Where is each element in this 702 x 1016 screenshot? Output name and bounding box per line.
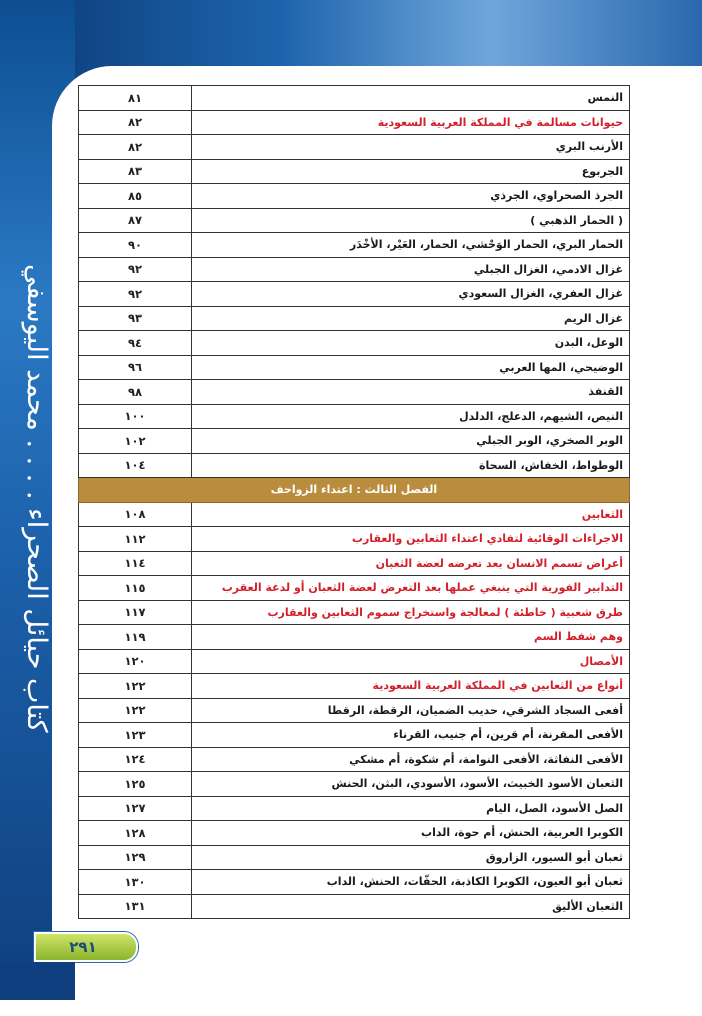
- entry-page-number: ١٢٤: [79, 747, 192, 772]
- entry-title: حيوانات مسالمة في المملكة العربية السعودية: [192, 110, 630, 135]
- table-row: [79, 649, 630, 674]
- entry-page-number: ١١٥: [79, 576, 192, 601]
- table-row: [79, 110, 630, 135]
- table-row: [79, 208, 630, 233]
- table-row: [79, 551, 630, 576]
- entry-title: الوبر الصخري، الوبر الجبلي: [192, 429, 630, 454]
- table-row: [79, 772, 630, 797]
- entry-page-number: ١٣٠: [79, 870, 192, 895]
- entry-title: الحمار البري، الحمار الوَحْشي، الحمار، العَيْر، الأخْدَر: [192, 233, 630, 258]
- table-row: [79, 576, 630, 601]
- toc-body: [79, 86, 630, 919]
- table-row: [79, 306, 630, 331]
- table-row: [79, 135, 630, 160]
- entry-title: ( الحمار الذهبي ): [192, 208, 630, 233]
- table-of-contents: [78, 85, 630, 919]
- entry-title: الثعبان الأسود الخبيث، الأسود، الأسودي، البثن، الحنش: [192, 772, 630, 797]
- table-row: [79, 625, 630, 650]
- entry-page-number: ١١٤: [79, 551, 192, 576]
- entry-title: الكوبرا العربية، الحنش، أم حوة، الداب: [192, 821, 630, 846]
- entry-title: الأفعى النفاثة، الأفعى النوامة، أم شكوة، أم مشكي: [192, 747, 630, 772]
- entry-page-number: ٩٣: [79, 306, 192, 331]
- table-row: [79, 894, 630, 919]
- chapter-title: الفصل الثالث : اعتداء الزواحف: [79, 478, 630, 503]
- entry-page-number: ١٠٠: [79, 404, 192, 429]
- entry-page-number: ١٢٥: [79, 772, 192, 797]
- entry-page-number: ١٢٨: [79, 821, 192, 846]
- entry-title: الوطواط، الخفاش، السحاة: [192, 453, 630, 478]
- entry-title: طرق شعبية ( خاطئة ) لمعالجة واستخراج سموم الثعابين والعقارب: [192, 600, 630, 625]
- entry-title: ثعبان أبو السيور، الزاروق: [192, 845, 630, 870]
- entry-title: الأمصال: [192, 649, 630, 674]
- table-row: [79, 282, 630, 307]
- entry-page-number: ١١٢: [79, 527, 192, 552]
- table-row: [79, 845, 630, 870]
- table-row: [79, 404, 630, 429]
- entry-title: الوعل، البدن: [192, 331, 630, 356]
- entry-page-number: ٨٢: [79, 110, 192, 135]
- entry-title: النمس: [192, 86, 630, 111]
- table-row: [79, 870, 630, 895]
- entry-page-number: ١٣١: [79, 894, 192, 919]
- table-row: [79, 502, 630, 527]
- entry-title: الوضيحي، المها العربي: [192, 355, 630, 380]
- entry-title: النيص، الشيهم، الدعلج، الدلدل: [192, 404, 630, 429]
- entry-page-number: ٩٠: [79, 233, 192, 258]
- entry-title: الاجراءات الوقائية لتفادي اعتداء الثعابين والعقارب: [192, 527, 630, 552]
- entry-page-number: ١٠٨: [79, 502, 192, 527]
- entry-title: القنفذ: [192, 380, 630, 405]
- table-row: [79, 674, 630, 699]
- entry-page-number: ١٢٧: [79, 796, 192, 821]
- entry-page-number: ٨٢: [79, 135, 192, 160]
- entry-title: الثعابين: [192, 502, 630, 527]
- entry-title: وهم شفط السم: [192, 625, 630, 650]
- table-row: [79, 355, 630, 380]
- entry-page-number: ١٢٣: [79, 723, 192, 748]
- entry-page-number: ٨١: [79, 86, 192, 111]
- entry-title: الأرنب البري: [192, 135, 630, 160]
- table-row: [79, 184, 630, 209]
- entry-title: الأفعى المقرنة، أم قرين، أم جنيب، القرناء: [192, 723, 630, 748]
- page-number: ٢٩١: [69, 938, 97, 956]
- entry-page-number: ١١٩: [79, 625, 192, 650]
- chapter-header-row: [79, 478, 630, 503]
- entry-page-number: ٨٥: [79, 184, 192, 209]
- table-row: [79, 331, 630, 356]
- entry-page-number: ٩٢: [79, 257, 192, 282]
- table-row: [79, 723, 630, 748]
- table-row: [79, 747, 630, 772]
- table-row: [79, 429, 630, 454]
- entry-title: غزال الادمي، الغزال الجبلي: [192, 257, 630, 282]
- entry-title: الجرذ الصحراوي، الجرذي: [192, 184, 630, 209]
- table-row: [79, 698, 630, 723]
- table-row: [79, 527, 630, 552]
- entry-title: الجربوع: [192, 159, 630, 184]
- entry-page-number: ١٢٢: [79, 674, 192, 699]
- entry-title: غزال الريم: [192, 306, 630, 331]
- entry-page-number: ١٢٩: [79, 845, 192, 870]
- table-row: [79, 453, 630, 478]
- footer-band: [0, 962, 75, 1000]
- table-row: [79, 257, 630, 282]
- entry-page-number: ١١٧: [79, 600, 192, 625]
- book-title: كتاب حيائل الصحراء . . . . محمد اليوسفي: [21, 263, 52, 733]
- entry-page-number: ١٠٤: [79, 453, 192, 478]
- entry-page-number: ١٢٢: [79, 698, 192, 723]
- entry-title: أفعى السجاد الشرقي، حديب الضميان، الرقطة، الرقطا: [192, 698, 630, 723]
- entry-page-number: ٩٢: [79, 282, 192, 307]
- entry-page-number: ٨٧: [79, 208, 192, 233]
- entry-title: أعراض تسمم الانسان بعد تعرضه لعضة الثعبان: [192, 551, 630, 576]
- entry-title: ثعبان أبو العيون، الكوبرا الكاذبة، الحفّات، الحنش، الداب: [192, 870, 630, 895]
- table-row: [79, 86, 630, 111]
- table-row: [79, 233, 630, 258]
- table-row: [79, 159, 630, 184]
- table-row: [79, 796, 630, 821]
- entry-title: أنواع من الثعابين في المملكة العربية السعودية: [192, 674, 630, 699]
- entry-page-number: ٨٣: [79, 159, 192, 184]
- entry-title: الثعبان الأليق: [192, 894, 630, 919]
- entry-title: الصل الأسود، الصل، اليام: [192, 796, 630, 821]
- table-row: [79, 600, 630, 625]
- entry-title: غزال العفري، الغزال السعودي: [192, 282, 630, 307]
- entry-page-number: ٩٤: [79, 331, 192, 356]
- entry-title: التدابير الفورية التي ينبغي عملها بعد التعرض لعضة الثعبان أو لدغة العقرب: [192, 576, 630, 601]
- entry-page-number: ٩٨: [79, 380, 192, 405]
- entry-page-number: ١٠٢: [79, 429, 192, 454]
- table-row: [79, 821, 630, 846]
- entry-page-number: ٩٦: [79, 355, 192, 380]
- table-row: [79, 380, 630, 405]
- entry-page-number: ١٢٠: [79, 649, 192, 674]
